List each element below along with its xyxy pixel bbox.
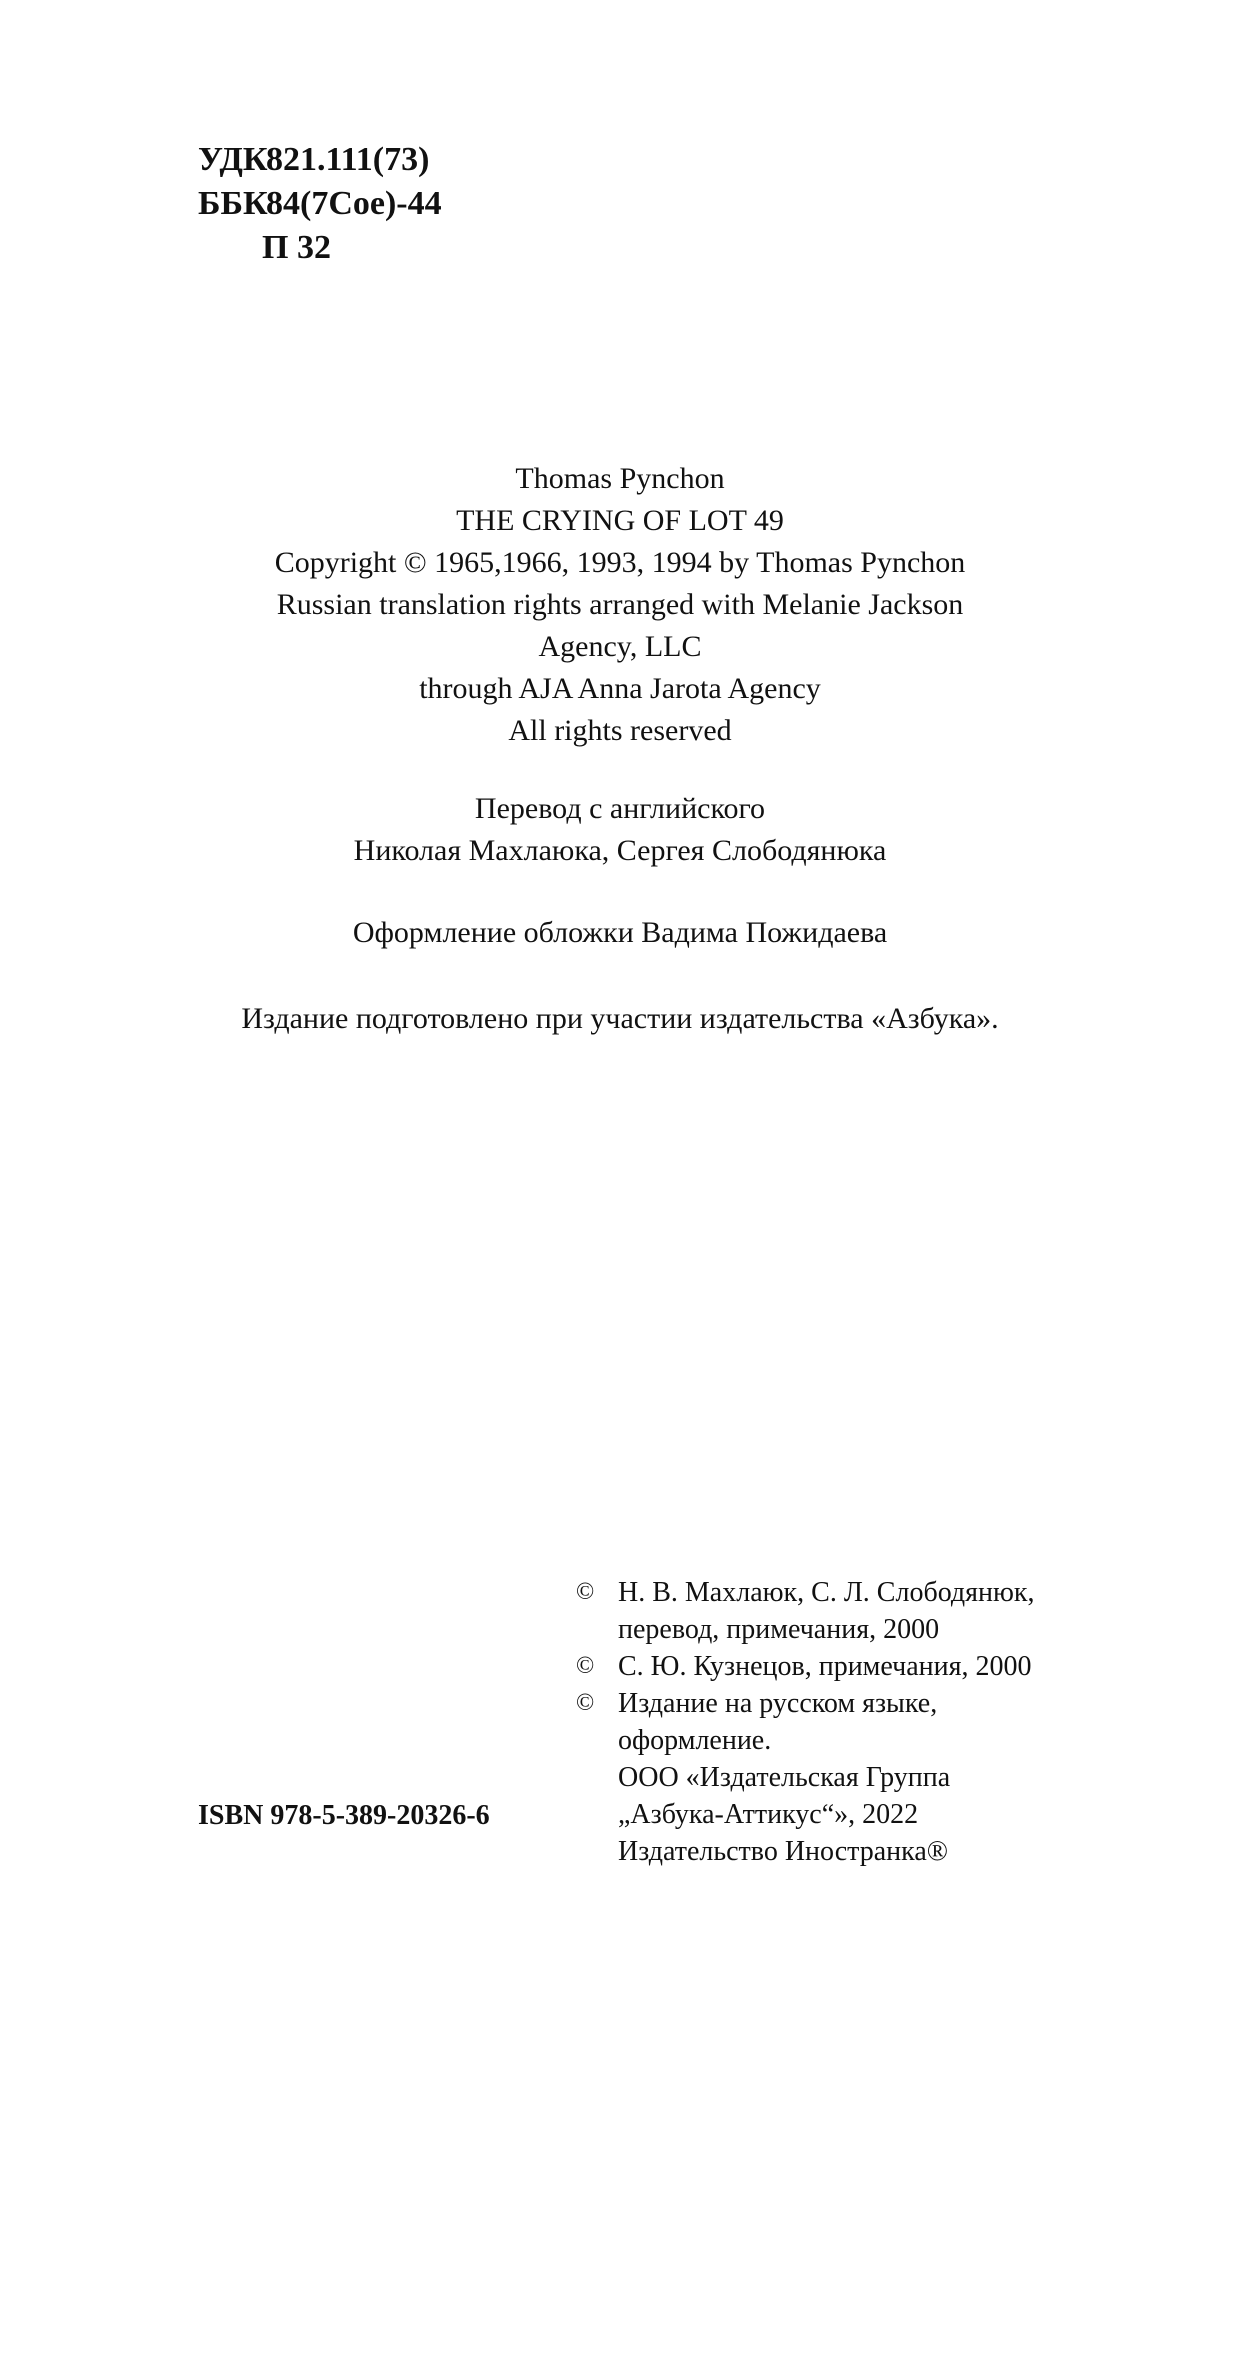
bbk-row <box>198 182 442 226</box>
original-author: Thomas Pynchon <box>515 462 725 495</box>
translation-credit <box>160 788 1080 872</box>
translation-heading: Перевод с английского <box>474 792 766 825</box>
udk-value: 821.111(73) <box>266 141 430 178</box>
copyright-symbol-icon: © <box>576 1579 595 1605</box>
agency-line: Agency, LLC <box>538 630 702 663</box>
rights-entry-line: Н. В. Махлаюк, С. Л. Слободянюк, <box>618 1577 1035 1608</box>
isbn: ISBN 978-5-389-20326-6 <box>198 1800 490 1831</box>
rights-entry <box>576 1648 1035 1685</box>
udk-row <box>198 138 442 182</box>
copyright-symbol-icon: © <box>576 1653 595 1679</box>
cover-design-credit: Оформление обложки Вадима Пожидаева <box>352 916 888 949</box>
rights-block <box>576 1574 1035 1870</box>
classification-block <box>198 138 442 270</box>
original-copyright-block <box>160 458 1080 752</box>
rights-entry-line: Издательство Иностранка® <box>618 1836 949 1867</box>
original-title: THE CRYING OF LOT 49 <box>456 504 784 537</box>
rights-entry-line: перевод, примечания, 2000 <box>618 1614 940 1645</box>
bbk-value: 84(7Сое)-44 <box>266 185 442 222</box>
bbk-label: ББК <box>198 185 268 222</box>
copyright-line: Copyright © 1965,1966, 1993, 1994 by Thomas Pynchon <box>274 546 966 579</box>
rights-entry <box>576 1685 1035 1870</box>
rights-entry-line: „Азбука-Аттикус“», 2022 <box>618 1799 919 1830</box>
rights-entry-line: С. Ю. Кузнецов, примечания, 2000 <box>618 1651 1032 1682</box>
rights-entry-line: оформление. <box>618 1725 772 1756</box>
rights-entry-line: ООО «Издательская Группа <box>618 1762 951 1793</box>
rights-reserved-line: All rights reserved <box>508 714 732 747</box>
translators-names: Николая Махлаюка, Сергея Слободянюка <box>353 834 887 867</box>
copyright-symbol-icon: © <box>576 1690 595 1716</box>
rights-entry-line: Издание на русском языке, <box>618 1688 938 1719</box>
edition-note: Издание подготовлено при участии издательства «Азбука». <box>241 1002 999 1035</box>
author-mark: П 32 <box>262 229 331 266</box>
translation-rights-line: Russian translation rights arranged with Melanie Jackson <box>276 588 964 621</box>
udk-label: УДК <box>198 141 268 178</box>
via-agency-line: through AJA Anna Jarota Agency <box>419 672 821 705</box>
rights-entry <box>576 1574 1035 1648</box>
